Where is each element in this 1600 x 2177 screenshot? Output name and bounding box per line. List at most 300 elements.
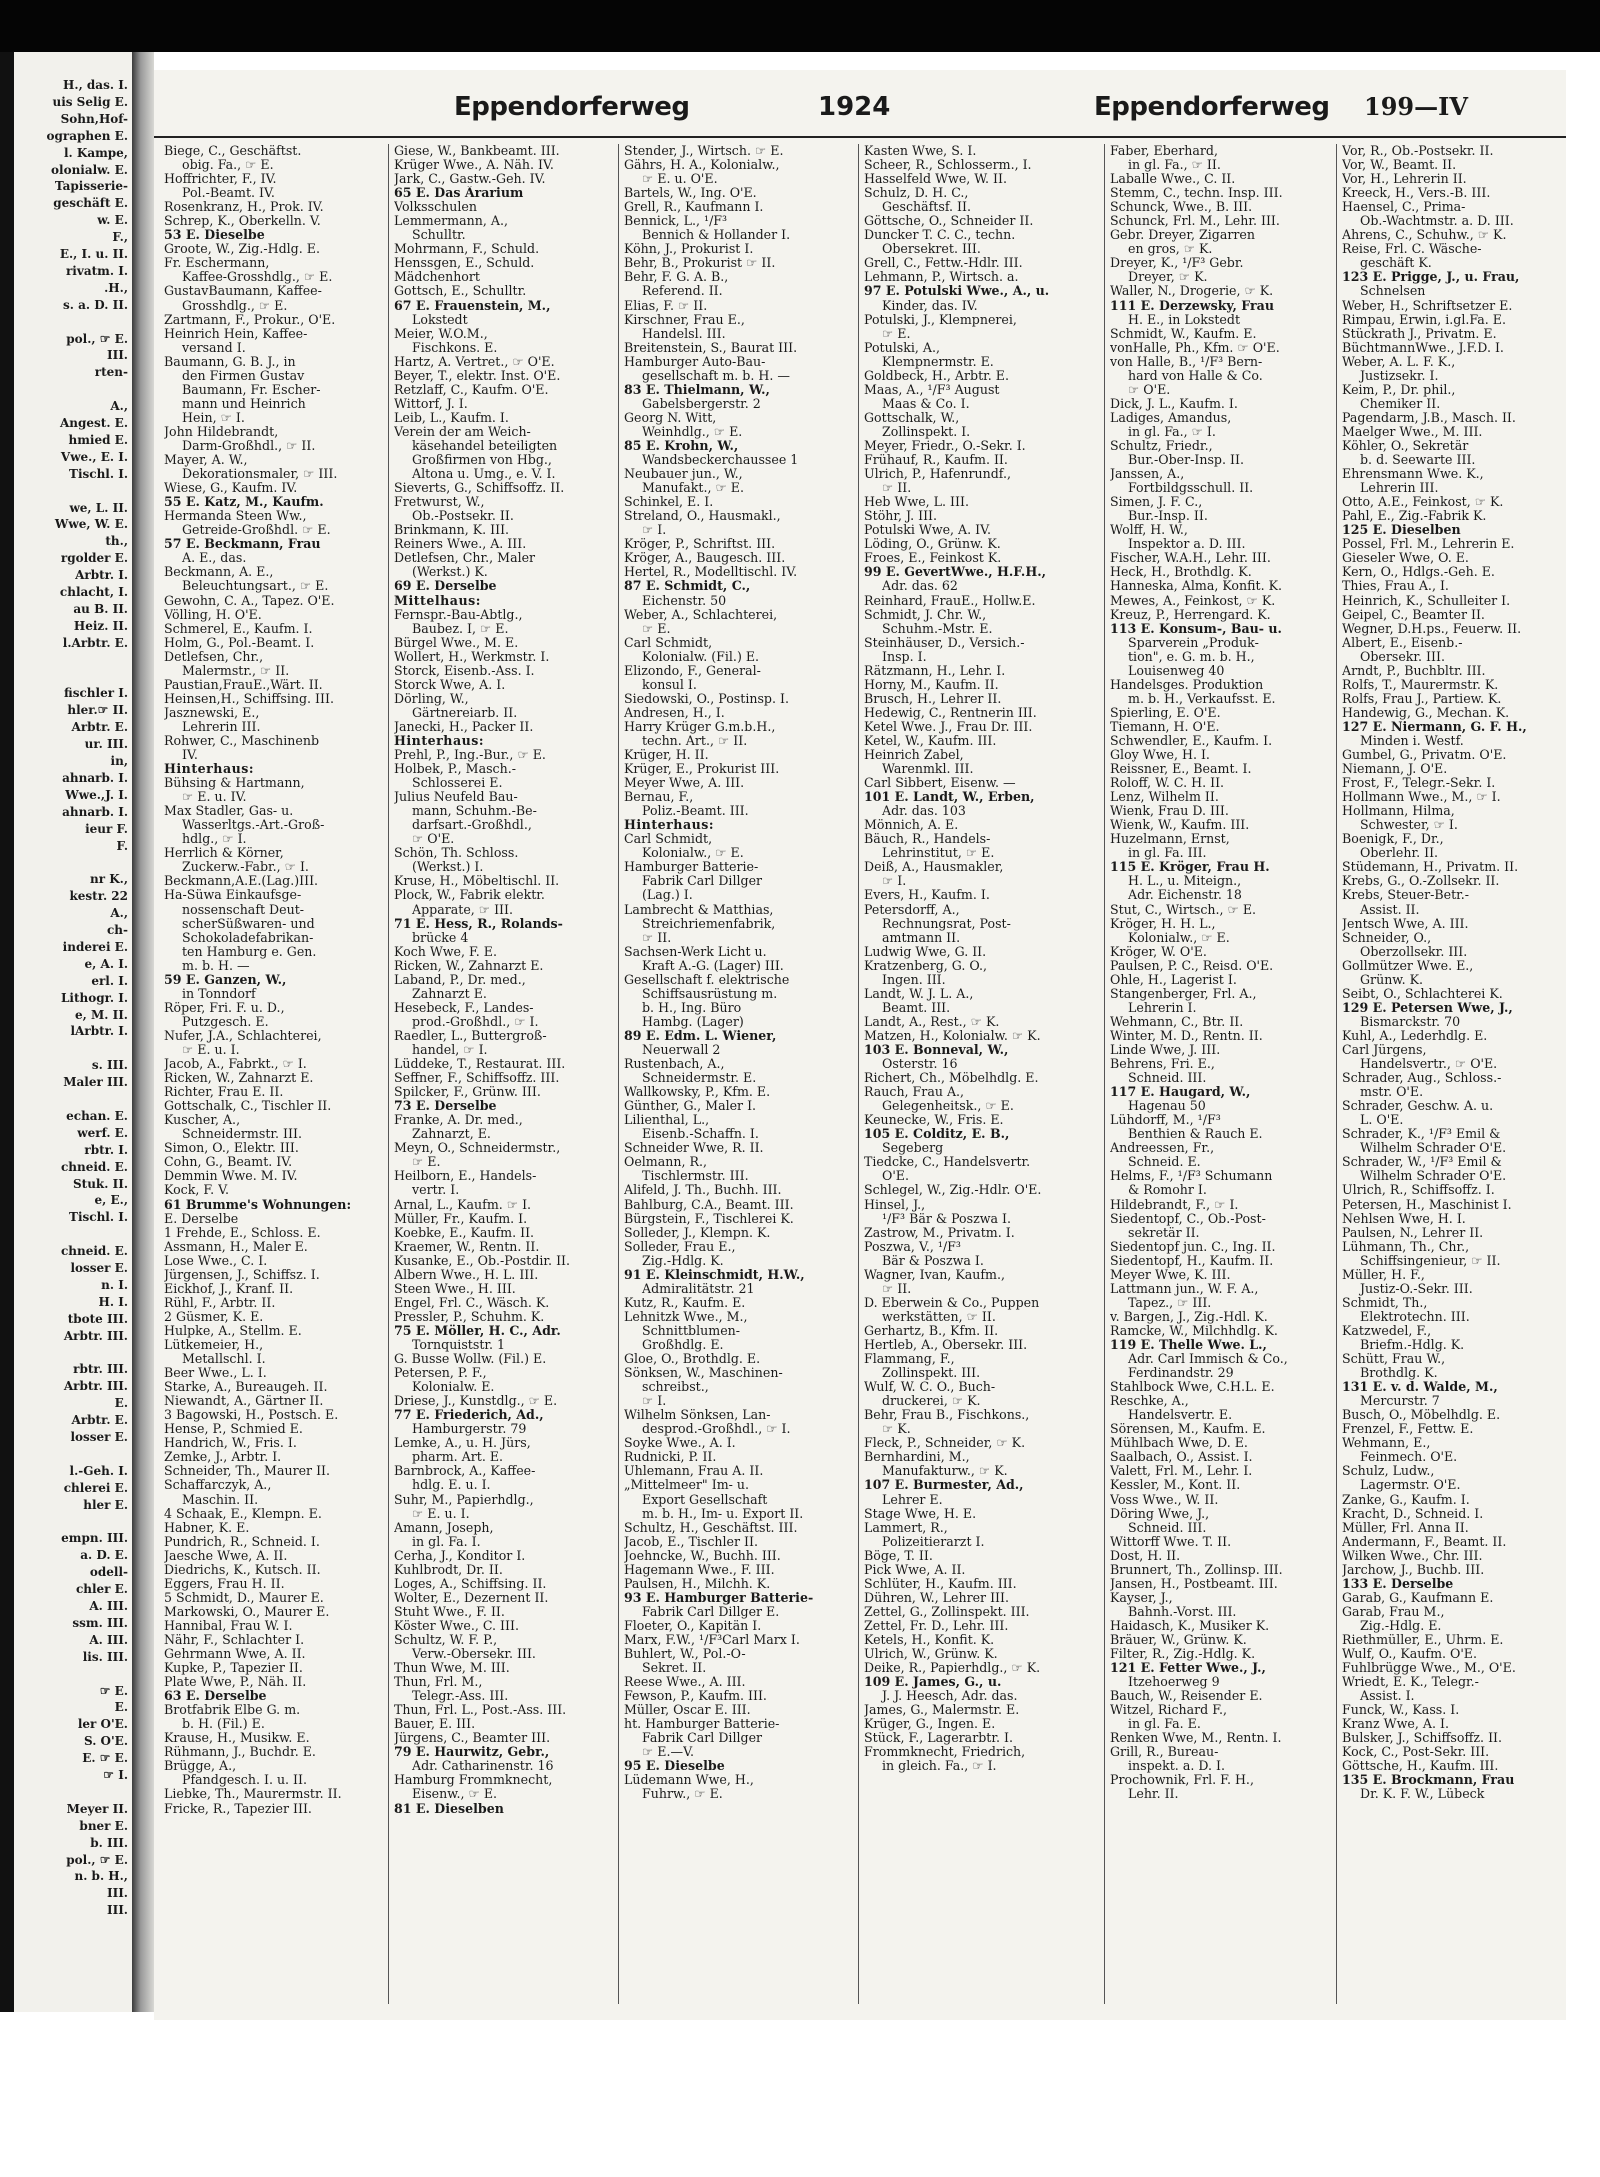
- resident-entry: James, G., Malermstr. E.: [864, 1703, 1020, 1718]
- house-number-entry: 99 E. GevertWwe., H.F.H.,: [864, 565, 1046, 580]
- resident-entry: Bürgel Wwe., M. E.: [394, 635, 519, 650]
- fragment-line: E., I. u. II.: [59, 247, 128, 261]
- resident-entry: Driese, J., Kunstdlg., ☞ E.: [394, 1394, 558, 1409]
- entry-continuation: mann, Schuhm.-Be-: [412, 804, 537, 819]
- fragment-line: III.: [106, 1903, 128, 1918]
- entry-continuation: Grünw. K.: [1360, 972, 1424, 987]
- entry-continuation: in gl. Fa. E.: [1128, 1717, 1201, 1732]
- fragment-line: pol., ☞ E.: [66, 1852, 128, 1867]
- resident-entry: Wolter, E., Dezernent II.: [394, 1590, 549, 1605]
- entry-continuation: ☞ E. u. O'E.: [642, 172, 718, 187]
- resident-entry: Georg N. Witt,: [624, 410, 717, 425]
- resident-entry: 5 Schmidt, D., Maurer E.: [164, 1590, 324, 1605]
- resident-entry: Henssgen, E., Schuld.: [394, 256, 535, 271]
- resident-entry: Plock, W., Fabrik elektr.: [394, 888, 545, 903]
- resident-entry: Stückrath J., Privatm. E.: [1342, 326, 1497, 341]
- resident-entry: Herrlich & Körner,: [164, 846, 284, 861]
- entry-continuation: Gelegenheitsk., ☞ E.: [882, 1099, 1014, 1114]
- resident-entry: Siedowski, O., Postinsp. I.: [624, 691, 789, 706]
- resident-entry: Storck Wwe, A. I.: [394, 677, 506, 692]
- house-number-entry: 119 E. Thelle Wwe. L.,: [1110, 1337, 1267, 1352]
- resident-entry: Paulsen, P. C., Reisd. O'E.: [1110, 958, 1274, 973]
- house-number-entry: 55 E. Katz, M., Kaufm.: [164, 495, 324, 510]
- resident-entry: Simen, J. F. C.,: [1110, 495, 1203, 510]
- directory-column-3: [624, 144, 854, 2004]
- resident-entry: Bernhardini, M.,: [864, 1450, 970, 1465]
- resident-entry: Fleck, P., Schneider, ☞ K.: [864, 1436, 1026, 1451]
- resident-entry: Pick Wwe, A. II.: [864, 1562, 966, 1577]
- resident-entry: Reise, Frl. C. Wäsche-: [1342, 242, 1482, 257]
- previous-page-fragment: [14, 52, 132, 2012]
- resident-entry: Reiners Wwe., A. III.: [394, 537, 527, 552]
- resident-entry: Wehmann, C., Btr. II.: [1110, 1014, 1244, 1029]
- entry-continuation: Wandsbeckerchaussee 1: [642, 453, 799, 468]
- resident-entry: Krüger Wwe., A. Näh. IV.: [394, 158, 554, 173]
- running-head-right: Eppendorferweg: [1094, 92, 1330, 122]
- resident-entry: BüchtmannWwe., J.F.D. I.: [1342, 340, 1504, 355]
- fragment-line: F.: [116, 838, 128, 853]
- resident-entry: Ricken, W., Zahnarzt E.: [164, 1071, 314, 1086]
- resident-entry: Verein der am Weich-: [394, 424, 531, 439]
- resident-entry: Stemm, C., techn. Insp. III.: [1110, 186, 1283, 201]
- resident-entry: Kern, O., Hdlgs.-Geh. E.: [1342, 565, 1495, 580]
- resident-entry: Mädchenhort: [394, 270, 480, 285]
- resident-entry: Buhlert, W., Pol.-O-: [624, 1647, 746, 1662]
- entry-continuation: m. b. H., Im- u. Export II.: [642, 1506, 804, 1521]
- resident-entry: Gerhartz, B., Kfm. II.: [864, 1323, 999, 1338]
- entry-continuation: m. b. H. —: [182, 958, 250, 973]
- entry-continuation: Zahnarzt E.: [412, 986, 487, 1001]
- entry-continuation: Ob.-Postsekr. II.: [412, 509, 514, 524]
- house-number-entry: 109 E. James, G., u.: [864, 1675, 1002, 1690]
- resident-entry: Stut, C., Wirtsch., ☞ E.: [1110, 902, 1257, 917]
- resident-entry: Engel, Frl. C., Wäsch. K.: [394, 1295, 550, 1310]
- fragment-line: Angest. E.: [59, 416, 128, 430]
- house-number-entry: 59 E. Ganzen, W.,: [164, 972, 287, 987]
- fragment-line: empn. III.: [61, 1531, 128, 1546]
- entry-continuation: mstr. O'E.: [1360, 1085, 1424, 1100]
- resident-entry: Suhr, M., Papierhdlg.,: [394, 1492, 534, 1507]
- fragment-line: rgolder E.: [60, 551, 128, 566]
- entry-continuation: Malermstr., ☞ II.: [182, 663, 290, 678]
- resident-entry: Joehncke, W., Buchh. III.: [624, 1548, 781, 1563]
- entry-continuation: ☞ E.: [642, 621, 671, 636]
- resident-entry: Günther, G., Maler I.: [624, 1099, 757, 1114]
- resident-entry: Froes, E., Feinkost K.: [864, 551, 1002, 566]
- resident-entry: Gottschalk, W.,: [864, 410, 960, 425]
- entry-continuation: Fabrik Carl Dillger: [642, 874, 763, 889]
- resident-entry: Köhler, O., Sekretär: [1342, 438, 1469, 453]
- resident-entry: Markowski, O., Maurer E.: [164, 1604, 330, 1619]
- resident-entry: Liebke, Th., Maurermstr. II.: [164, 1787, 342, 1802]
- resident-entry: Zanke, G., Kaufm. I.: [1342, 1492, 1470, 1507]
- resident-entry: Gumbel, G., Privatm. O'E.: [1342, 748, 1507, 763]
- entry-continuation: Telegr.-Ass. III.: [412, 1689, 509, 1704]
- fragment-line: Tapisserie-: [54, 179, 128, 194]
- resident-entry: Huzelmann, Ernst,: [1110, 832, 1230, 847]
- directory-page: [154, 70, 1566, 2020]
- resident-entry: Schultz, W. F. P.,: [394, 1632, 498, 1647]
- house-number-entry: 133 E. Derselbe: [1342, 1576, 1454, 1591]
- entry-continuation: ☞ E.—V.: [642, 1745, 694, 1760]
- resident-entry: Vor, W., Beamt. II.: [1342, 158, 1457, 173]
- resident-entry: Brunnert, Th., Zollinsp. III.: [1110, 1562, 1283, 1577]
- resident-entry: Maas, A., ¹/F³ August: [864, 382, 1000, 397]
- resident-entry: Kruse, H., Möbeltischl. II.: [394, 874, 560, 889]
- entry-continuation: Kraft A.-G. (Lager) III.: [642, 958, 784, 973]
- fragment-line: [14, 855, 132, 869]
- resident-entry: Janssen, A.,: [1110, 467, 1185, 482]
- fragment-line: olonialw. E.: [51, 162, 128, 177]
- resident-entry: Siedentopf jun. C., Ing. II.: [1110, 1239, 1276, 1254]
- resident-entry: Plate Wwe, P., Näh. II.: [164, 1675, 307, 1690]
- resident-entry: Petersen, P. F.,: [394, 1366, 487, 1381]
- resident-entry: Duncker T. C. C., techn.: [864, 228, 1016, 243]
- resident-entry: Brügge, A.,: [164, 1759, 237, 1774]
- entry-continuation: Mercurstr. 7: [1360, 1394, 1440, 1409]
- resident-entry: Kayser, J.,: [1110, 1590, 1173, 1605]
- resident-entry: Bräuer, W., Grünw. K.: [1110, 1632, 1247, 1647]
- entry-continuation: Lehrinstitut, ☞ E.: [882, 846, 995, 861]
- resident-entry: Wulf, O., Kaufm. O'E.: [1342, 1647, 1478, 1662]
- resident-entry: Ehrensmann Wwe. K.,: [1342, 467, 1484, 482]
- resident-entry: Flammang, F.,: [864, 1352, 955, 1367]
- fragment-line: uis Selig E.: [52, 94, 128, 109]
- resident-entry: Schinkel, E. I.: [624, 495, 714, 510]
- resident-entry: Hildebrandt, F., ☞ I.: [1110, 1197, 1239, 1212]
- resident-entry: Beckmann,A.E.(Lag.)III.: [164, 874, 319, 889]
- resident-entry: Schmidt, Th.,: [1342, 1295, 1428, 1310]
- resident-entry: G. Busse Wollw. (Fil.) E.: [394, 1352, 547, 1367]
- resident-entry: Arndt, P., Buchbltr. III.: [1342, 663, 1486, 678]
- resident-entry: Behr, B., Prokurist ☞ II.: [624, 256, 776, 271]
- house-number-entry: 75 E. Möller, H. C., Adr.: [394, 1323, 561, 1338]
- fragment-line: [14, 1227, 132, 1241]
- resident-entry: Wienk, Frau D. III.: [1110, 804, 1229, 819]
- resident-entry: Gehrmann Wwe, A. II.: [164, 1647, 306, 1662]
- entry-continuation: ☞ I.: [882, 874, 907, 889]
- resident-entry: Albert, E., Eisenb.-: [1342, 635, 1463, 650]
- resident-entry: Schneider Wwe, R. II.: [624, 1141, 764, 1156]
- resident-entry: vonHalle, Ph., Kfm. ☞ O'E.: [1110, 340, 1280, 355]
- resident-entry: Bennick, L., ¹/F³: [624, 214, 728, 229]
- resident-entry: Hamburg Frommknecht,: [394, 1773, 553, 1788]
- resident-entry: Rolfs, T., Maurermstr. K.: [1342, 677, 1499, 692]
- resident-entry: Handelsges. Produktion: [1110, 677, 1264, 692]
- resident-entry: Wulf, W. C. O., Buch-: [864, 1380, 996, 1395]
- resident-entry: Lenz, Wilhelm II.: [1110, 790, 1219, 805]
- entry-continuation: Eisenb.-Schaffn. I.: [642, 1127, 759, 1142]
- resident-entry: Harry Krüger G.m.b.H.,: [624, 719, 776, 734]
- entry-continuation: Adr. das. 62: [882, 579, 958, 594]
- resident-entry: Meier, W.O.M.,: [394, 326, 488, 341]
- directory-column-2: [394, 144, 614, 2004]
- entry-continuation: Beleuchtungsart., ☞ E.: [182, 579, 329, 594]
- fragment-line: chneid. E.: [60, 1244, 128, 1259]
- resident-entry: Stangenberger, Frl. A.,: [1110, 986, 1257, 1001]
- resident-entry: Hannibal, Frau W. I.: [164, 1618, 293, 1633]
- resident-entry: Starke, A., Bureaugeh. II.: [164, 1380, 328, 1395]
- resident-entry: Kuhl, A., Lederhdlg. E.: [1342, 1028, 1488, 1043]
- entry-continuation: ☞ II.: [882, 481, 912, 496]
- entry-continuation: Fischkons. E.: [412, 340, 498, 355]
- resident-entry: Kratzenberg, G. O.,: [864, 958, 988, 973]
- fragment-line: ler O'E.: [77, 1717, 128, 1732]
- resident-entry: Breitenstein, S., Baurat III.: [624, 340, 798, 355]
- resident-entry: Kutz, R., Kaufm. E.: [624, 1295, 746, 1310]
- entry-continuation: Schnittblumen-: [642, 1323, 741, 1338]
- entry-continuation: ☞ I.: [642, 523, 667, 538]
- fragment-line: Arbtr. E.: [71, 720, 128, 735]
- fragment-line: ahnarb. I.: [62, 770, 128, 785]
- resident-entry: Petersen, H., Maschinist I.: [1342, 1197, 1512, 1212]
- fragment-line: hmied E.: [68, 432, 128, 447]
- column-divider: [1336, 144, 1337, 2004]
- fragment-line: ographen E.: [46, 128, 128, 143]
- resident-entry: Stüdemann, H., Privatm. II.: [1342, 860, 1519, 875]
- entry-continuation: geschäft K.: [1360, 256, 1432, 271]
- resident-entry: Storck, Eisenb.-Ass. I.: [394, 663, 535, 678]
- resident-entry: Zemke, J., Arbtr. I.: [164, 1450, 282, 1465]
- entry-continuation: Manufakt., ☞ E.: [642, 481, 744, 496]
- resident-entry: Deiß, A., Hausmakler,: [864, 860, 1004, 875]
- resident-entry: Reinhard, FrauE., Hollw.E.: [864, 593, 1036, 608]
- resident-entry: Schrader, W., ¹/F³ Emil &: [1342, 1155, 1502, 1170]
- resident-entry: Thun, Frl. L., Post.-Ass. III.: [394, 1703, 567, 1718]
- entry-continuation: ☞ E. u. IV.: [182, 790, 247, 805]
- resident-entry: Heinrich, K., Schulleiter I.: [1342, 593, 1511, 608]
- entry-continuation: Putzgesch. E.: [182, 1014, 269, 1029]
- entry-continuation: Adr. Eichenstr. 18: [1128, 888, 1242, 903]
- resident-entry: Loges, A., Schiffsing. II.: [394, 1576, 547, 1591]
- entry-continuation: in gl. Fa., ☞ II.: [1128, 158, 1221, 173]
- resident-entry: Lehnitzk Wwe., M.,: [624, 1309, 748, 1324]
- resident-entry: Deike, R., Papierhdlg., ☞ K.: [864, 1661, 1041, 1676]
- entry-continuation: Lehrerin III.: [182, 719, 261, 734]
- entry-continuation: Fabrik Carl Dillger E.: [642, 1604, 780, 1619]
- resident-entry: v. Bargen, J., Zig.-Hdl. K.: [1110, 1309, 1268, 1324]
- resident-entry: Spilcker, F., Grünw. III.: [394, 1085, 541, 1100]
- resident-entry: Fuhlbrügge Wwe., M., O'E.: [1342, 1661, 1516, 1676]
- resident-entry: Laband, P., Dr. med.,: [394, 972, 526, 987]
- resident-entry: Spierling, E. O'E.: [1110, 705, 1221, 720]
- fragment-line: Arbtr. E.: [71, 1413, 128, 1428]
- resident-entry: Stück, F., Lagerarbtr. I.: [864, 1731, 1013, 1746]
- resident-entry: Hulpke, A., Stellm. E.: [164, 1323, 302, 1338]
- entry-continuation: Osterstr. 16: [882, 1057, 958, 1072]
- resident-entry: Paustian,FrauE.,Wärt. II.: [164, 677, 323, 692]
- column-divider: [1104, 144, 1105, 2004]
- entry-continuation: ☞ E. u. I.: [412, 1506, 470, 1521]
- resident-entry: Landt, A., Rest., ☞ K.: [864, 1014, 1000, 1029]
- resident-entry: Wilken Wwe., Chr. III.: [1342, 1548, 1483, 1563]
- fragment-line: Lithogr. I.: [60, 990, 128, 1005]
- house-number-entry: 101 E. Landt, W., Erben,: [864, 790, 1035, 805]
- resident-entry: Frenzel, F., Fettw. E.: [1342, 1422, 1474, 1437]
- entry-continuation: ten Hamburg e. Gen.: [182, 944, 317, 959]
- resident-entry: Richter, Frau E. II.: [164, 1085, 284, 1100]
- directory-column-6: [1342, 144, 1560, 2004]
- house-number-entry: 131 E. v. d. Walde, M.,: [1342, 1380, 1498, 1395]
- entry-continuation: ☞ K.: [882, 1422, 911, 1437]
- house-number-entry: 57 E. Beckmann, Frau: [164, 537, 321, 552]
- resident-entry: Ahrens, C., Schuhw., ☞ K.: [1342, 228, 1507, 243]
- resident-entry: Wehmann, E.,: [1342, 1436, 1431, 1451]
- resident-entry: Siedentopf, C., Ob.-Post-: [1110, 1211, 1266, 1226]
- resident-entry: Katzwedel, F.,: [1342, 1323, 1432, 1338]
- fragment-line: ahnarb. I.: [62, 804, 128, 819]
- entry-continuation: (Lag.) I.: [642, 888, 693, 903]
- fragment-line: we, L. II.: [69, 500, 128, 515]
- fragment-line: odell-: [89, 1565, 128, 1580]
- resident-entry: Rühmann, J., Buchdr. E.: [164, 1745, 316, 1760]
- resident-entry: Fewson, P., Kaufm. III.: [624, 1689, 767, 1704]
- resident-entry: Gollmützer Wwe. E.,: [1342, 958, 1474, 973]
- resident-entry: Detlefsen, Chr.,: [164, 649, 264, 664]
- resident-entry: Winter, M. D., Rentn. II.: [1110, 1028, 1263, 1043]
- resident-entry: Tiemann, H. O'E.: [1110, 719, 1220, 734]
- resident-entry: Kröger, P., Schriftst. III.: [624, 537, 776, 552]
- entry-continuation: Kolonialw. (Fil.) E.: [642, 649, 760, 664]
- entry-continuation: Zig.-Hdlg. E.: [1360, 1618, 1442, 1633]
- resident-entry: „Mittelmeer" Im- u.: [624, 1478, 750, 1493]
- fragment-line: chlerei E.: [63, 1480, 128, 1495]
- resident-entry: Grill, R., Bureau-: [1110, 1745, 1219, 1760]
- fragment-line: [14, 670, 132, 684]
- resident-entry: Müller, H. F.,: [1342, 1267, 1425, 1282]
- resident-entry: 3 Bagowski, H., Postsch. E.: [164, 1408, 339, 1423]
- resident-entry: Göttsche, O., Schneider II.: [864, 214, 1034, 229]
- resident-entry: Andermann, F., Beamt. II.: [1342, 1534, 1507, 1549]
- resident-entry: Jarchow, J., Buchb. III.: [1342, 1562, 1485, 1577]
- entry-continuation: ☞ E.: [412, 1155, 441, 1170]
- resident-entry: Schrader, Geschw. A. u.: [1342, 1099, 1494, 1114]
- resident-entry: Schulz, Ludw.,: [1342, 1464, 1435, 1479]
- fragment-line: [14, 1041, 132, 1055]
- resident-entry: Weber, A., Schlachterei,: [624, 607, 778, 622]
- resident-entry: Goldbeck, H., Arbtr. E.: [864, 368, 1010, 383]
- fragment-line: ur. III.: [84, 737, 128, 752]
- resident-entry: Jürgensen, J., Schiffsz. I.: [164, 1267, 320, 1282]
- house-number-entry: 135 E. Brockmann, Frau: [1342, 1773, 1515, 1788]
- fragment-line: [14, 1515, 132, 1529]
- entry-continuation: ¹/F³ Bär & Poszwa I.: [882, 1211, 1011, 1226]
- resident-entry: Kuscher, A.,: [164, 1113, 241, 1128]
- house-number-entry: 97 E. Potulski Wwe., A., u.: [864, 284, 1050, 299]
- resident-entry: Rohwer, C., Maschinenb: [164, 733, 320, 748]
- resident-entry: Wallkowsky, P., Kfm. E.: [624, 1085, 771, 1100]
- resident-entry: Potulski, A.,: [864, 340, 940, 355]
- fragment-line: III.: [106, 348, 128, 363]
- resident-entry: Holbek, P., Masch.-: [394, 762, 516, 777]
- resident-entry: Heb Wwe, L. III.: [864, 495, 969, 510]
- entry-continuation: Kolonialw., ☞ E.: [1128, 930, 1230, 945]
- resident-entry: GustavBaumann, Kaffee-: [164, 284, 322, 299]
- resident-entry: Lambrecht & Matthias,: [624, 902, 774, 917]
- fragment-line: ☞ E.: [99, 1683, 128, 1698]
- entry-continuation: Tornquiststr. 1: [412, 1337, 506, 1352]
- entry-continuation: Getreide-Großhdl. ☞ E.: [182, 523, 331, 538]
- resident-entry: Roloff, W. C. H. II.: [1110, 776, 1225, 791]
- resident-entry: Lüdemann Wwe, H.,: [624, 1773, 754, 1788]
- resident-entry: Kröger, H. H. L.,: [1110, 916, 1216, 931]
- entry-continuation: Bennich & Hollander I.: [642, 228, 791, 243]
- resident-entry: Göttsche, H., Kaufm. III.: [1342, 1759, 1499, 1774]
- entry-continuation: Wilhelm Schrader O'E.: [1360, 1169, 1507, 1184]
- resident-entry: Schultz, Friedr.,: [1110, 438, 1213, 453]
- entry-continuation: Bär & Poszwa I.: [882, 1253, 984, 1268]
- resident-entry: Volksschulen: [394, 200, 477, 215]
- resident-entry: Rauch, Frau A.,: [864, 1085, 965, 1100]
- resident-entry: Kirschner, Frau E.,: [624, 312, 745, 327]
- resident-entry: Krause, H., Musikw. E.: [164, 1731, 310, 1746]
- resident-entry: Jürgens, C., Beamter III.: [394, 1731, 551, 1746]
- resident-entry: Lattmann jun., W. F. A.,: [1110, 1281, 1259, 1296]
- resident-entry: Julius Neufeld Bau-: [394, 790, 518, 805]
- resident-entry: Wienk, W., Kaufm. III.: [1110, 818, 1250, 833]
- resident-entry: Bulsker, J., Schiffsoffz. II.: [1342, 1731, 1503, 1746]
- resident-entry: Stender, J., Wirtsch. ☞ E.: [624, 144, 784, 158]
- resident-entry: Krüger, H. II.: [624, 748, 709, 763]
- resident-entry: Handewig, G., Mechan. K.: [1342, 705, 1510, 720]
- entry-continuation: Benthien & Rauch E.: [1128, 1127, 1263, 1142]
- entry-continuation: Tischlermstr. III.: [642, 1169, 749, 1184]
- resident-entry: Sieverts, G., Schiffsoffz. II.: [394, 481, 565, 496]
- fragment-line: a. D. E.: [80, 1548, 128, 1563]
- resident-entry: Reissner, E., Beamt. I.: [1110, 762, 1252, 777]
- resident-entry: Fischer, W.A.H., Lehr. III.: [1110, 551, 1271, 566]
- resident-entry: Frommknecht, Friedrich,: [864, 1745, 1026, 1760]
- house-number-entry: 107 E. Burmester, Ad.,: [864, 1478, 1024, 1493]
- entry-continuation: Handelsvertr., ☞ O'E.: [1360, 1057, 1498, 1072]
- fragment-line: [14, 484, 132, 498]
- resident-entry: Ulrich, W., Grünw. K.: [864, 1647, 998, 1662]
- resident-entry: Weber, H., Schriftsetzer E.: [1342, 298, 1513, 313]
- fragment-line: e, E.,: [94, 1193, 128, 1208]
- resident-entry: Hense, P., Schmied E.: [164, 1422, 303, 1437]
- resident-entry: Heilborn, E., Handels-: [394, 1169, 537, 1184]
- resident-entry: Jark, C., Gastw.-Geh. IV.: [394, 172, 546, 187]
- entry-continuation: Feinmech. O'E.: [1360, 1450, 1458, 1465]
- running-head-year: 1924: [818, 92, 891, 122]
- resident-entry: Marx, F.W., ¹/F³Carl Marx I.: [624, 1632, 800, 1647]
- house-number-entry: 129 E. Petersen Wwe, J.,: [1342, 1000, 1513, 1015]
- resident-entry: Riethmüller, E., Uhrm. E.: [1342, 1632, 1504, 1647]
- resident-entry: Simon, O., Elektr. III.: [164, 1141, 299, 1156]
- resident-entry: Steinhäuser, D., Versich.-: [864, 635, 1025, 650]
- entry-continuation: ☞ O'E.: [1128, 382, 1171, 397]
- entry-continuation: Handelsvertr. E.: [1128, 1408, 1233, 1423]
- entry-continuation: Schneid. III.: [1128, 1520, 1207, 1535]
- resident-entry: Schulz, D. H. C.,: [864, 186, 969, 201]
- resident-entry: Schmerel, E., Kaufm. I.: [164, 621, 313, 636]
- fragment-line: bner E.: [79, 1818, 128, 1833]
- house-number-entry: 77 E. Friederich, Ad.,: [394, 1408, 544, 1423]
- house-number-entry: 93 E. Hamburger Batterie-: [624, 1590, 814, 1605]
- fragment-line: Tischl. I.: [69, 1210, 128, 1225]
- resident-entry: Vor, H., Lehrerin II.: [1342, 172, 1467, 187]
- entry-continuation: Pfandgesch. I. u. II.: [182, 1773, 308, 1788]
- resident-entry: Koebke, E., Kaufm. II.: [394, 1225, 535, 1240]
- resident-entry: Kock, F. V.: [164, 1183, 230, 1198]
- resident-entry: Beyer, T., elektr. Inst. O'E.: [394, 368, 561, 383]
- resident-entry: Arnal, L., Kaufm. ☞ I.: [394, 1197, 532, 1212]
- resident-entry: Schaffarczyk, A.,: [164, 1478, 272, 1493]
- entry-continuation: gesellschaft m. b. H. —: [642, 368, 790, 383]
- resident-entry: Lühmann, Th., Chr.,: [1342, 1239, 1470, 1254]
- resident-entry: D. Eberwein & Co., Puppen: [864, 1295, 1040, 1310]
- resident-entry: Pagendarm, J.B., Masch. II.: [1342, 410, 1516, 425]
